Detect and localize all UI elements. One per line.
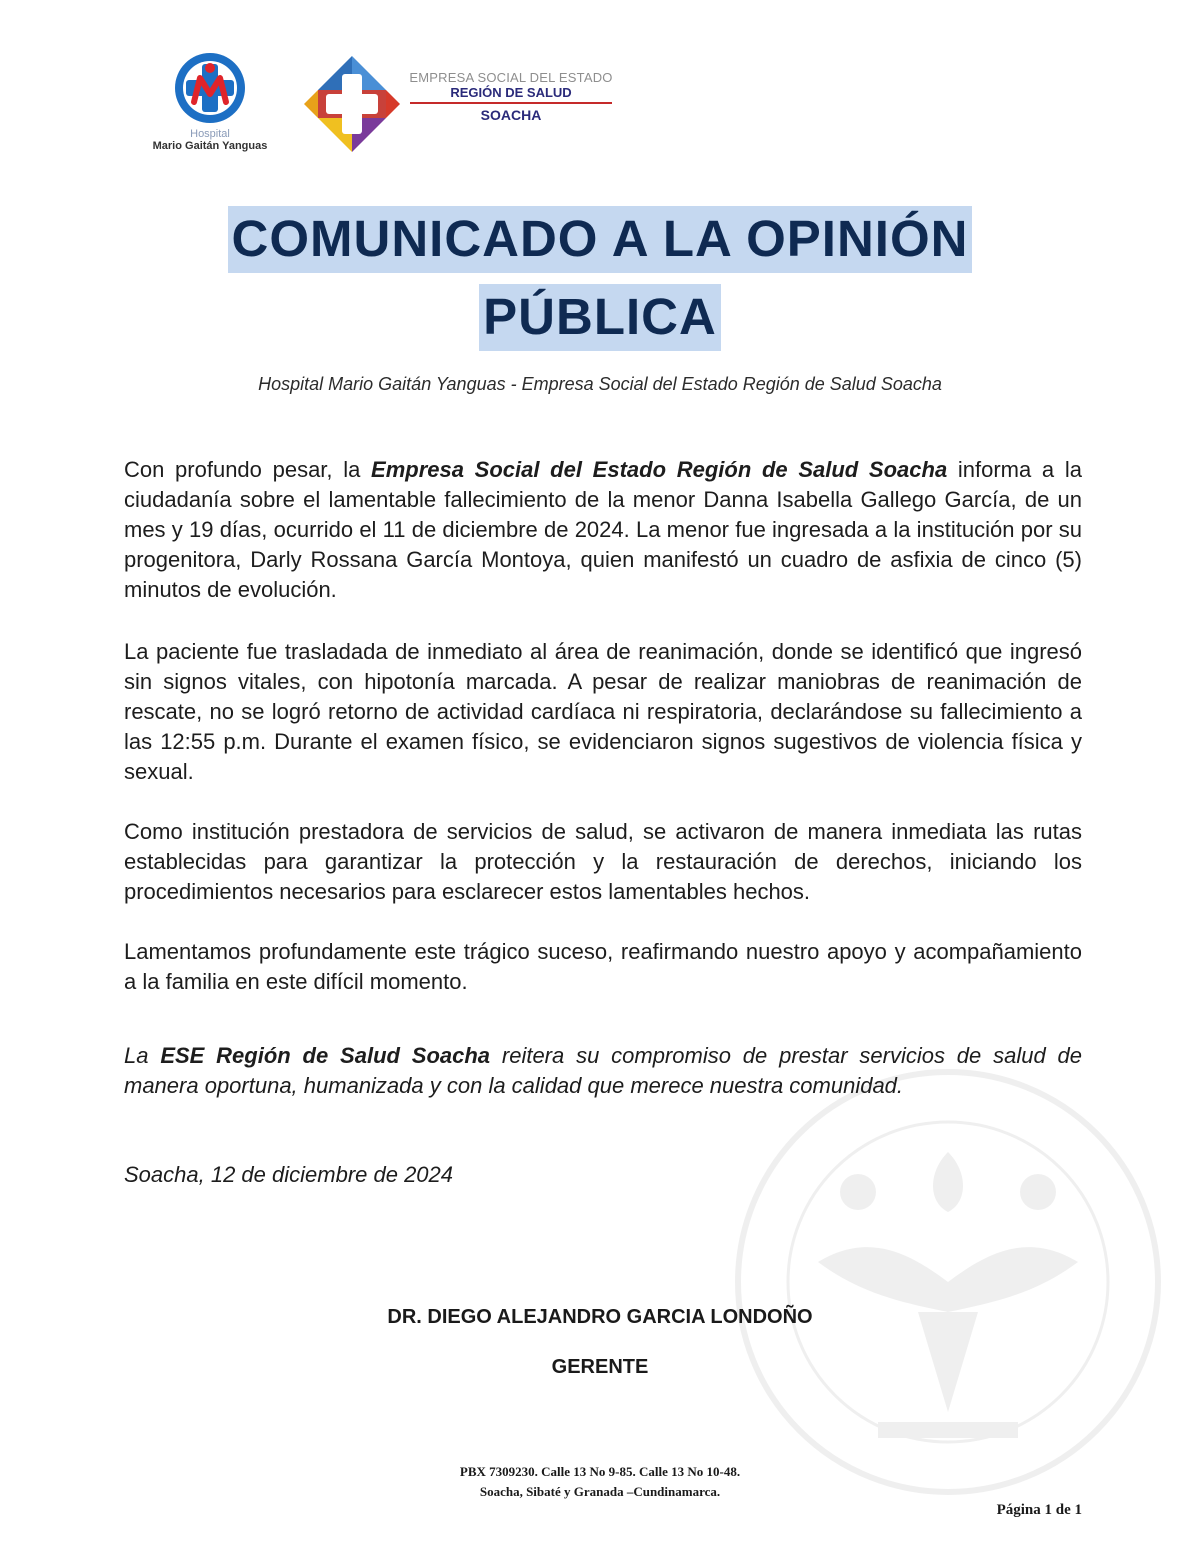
paragraph-5 <box>124 1041 1082 1101</box>
footer-contact: PBX 7309230. Calle 13 No 9-85. Calle 13 No 10-48. <box>459 1464 741 1479</box>
paragraph-5-intro: La <box>124 1043 161 1068</box>
signatory-name: DR. DIEGO ALEJANDRO GARCIA LONDOÑO <box>387 1306 813 1328</box>
hospital-logo-name: Mario Gaitán Yanguas <box>152 140 268 152</box>
hospital-logo <box>140 50 280 165</box>
paragraph-1-intro: Con profundo pesar, la <box>124 457 372 482</box>
paragraph-5-rest: reitera su compromiso de prestar servicios de salud de manera oportuna, humanizada y con la calidad que merece nuestra comunidad. <box>124 1043 1082 1098</box>
paragraph-5-entity: ESE Región de Salud Soacha <box>160 1043 491 1068</box>
signatory-role: GERENTE <box>551 1356 649 1378</box>
page-title-line2 <box>0 286 1200 348</box>
hospital-logo-caption: Hospital <box>190 128 230 140</box>
paragraph-2: La paciente fue trasladada de inmediato al área de reanimación, donde se identificó que ingresó sin signos vitales, con hipotonía marcada. A pesar de realizar maniobras de reanimación de rescate, no se logró retorno de actividad cardíaca ni respiratoria, declarándose su fallecimiento a las 12:55 p.m. Durante el examen físico, se evidenciaron signos sugestivos de violencia física y sexual. <box>124 639 1082 784</box>
ese-logo-line2: REGIÓN DE SALUD <box>450 85 572 100</box>
subtitle: Hospital Mario Gaitán Yanguas - Empresa Social del Estado Región de Salud Soacha <box>258 374 942 394</box>
page-title-line1-text: COMUNICADO A LA OPINIÓN <box>228 206 973 273</box>
page-title-line2-text: PÚBLICA <box>479 284 721 351</box>
hospital-cross-icon <box>172 50 248 126</box>
ese-logo-rule <box>410 102 612 104</box>
document-date: Soacha, 12 de diciembre de 2024 <box>124 1162 454 1187</box>
paragraph-4: Lamentamos profundamente este trágico suceso, reafirmando nuestro apoyo y acompañamiento a la familia en este difícil momento. <box>124 939 1082 994</box>
paragraph-1-entity: Empresa Social del Estado Región de Salud Soacha <box>371 457 948 482</box>
page-title-line1 <box>0 208 1200 270</box>
footer-locations: Soacha, Sibaté y Granada –Cundinamarca. <box>479 1484 721 1499</box>
ese-logo-line3: SOACHA <box>480 107 542 123</box>
paragraph-1-rest: informa a la ciudadanía sobre el lamentable fallecimiento de la menor Danna Isabella Gallego García, de un mes y 19 días, ocurrido el 11 de diciembre de 2024. La menor fue ingresada a la institución por su progenitora, Darly Rossana García Montoya, quien manifestó un cuadro de asfixia de cinco (5) minutos de evolución. <box>124 457 1082 602</box>
government-seal-watermark-icon <box>728 1062 1168 1502</box>
paragraph-1 <box>124 455 1082 605</box>
ese-cross-logo-icon <box>300 52 404 156</box>
ese-logo-text <box>404 70 618 123</box>
paragraph-3: Como institución prestadora de servicios de salud, se activaron de manera inmediata las rutas establecidas para garantizar la protección y la restauración de derechos, iniciando los procedimientos necesarios para esclarecer estos lamentables hechos. <box>124 819 1082 904</box>
ese-logo-line1: EMPRESA SOCIAL DEL ESTADO <box>409 70 613 85</box>
page-number: Página 1 de 1 <box>996 1502 1082 1518</box>
